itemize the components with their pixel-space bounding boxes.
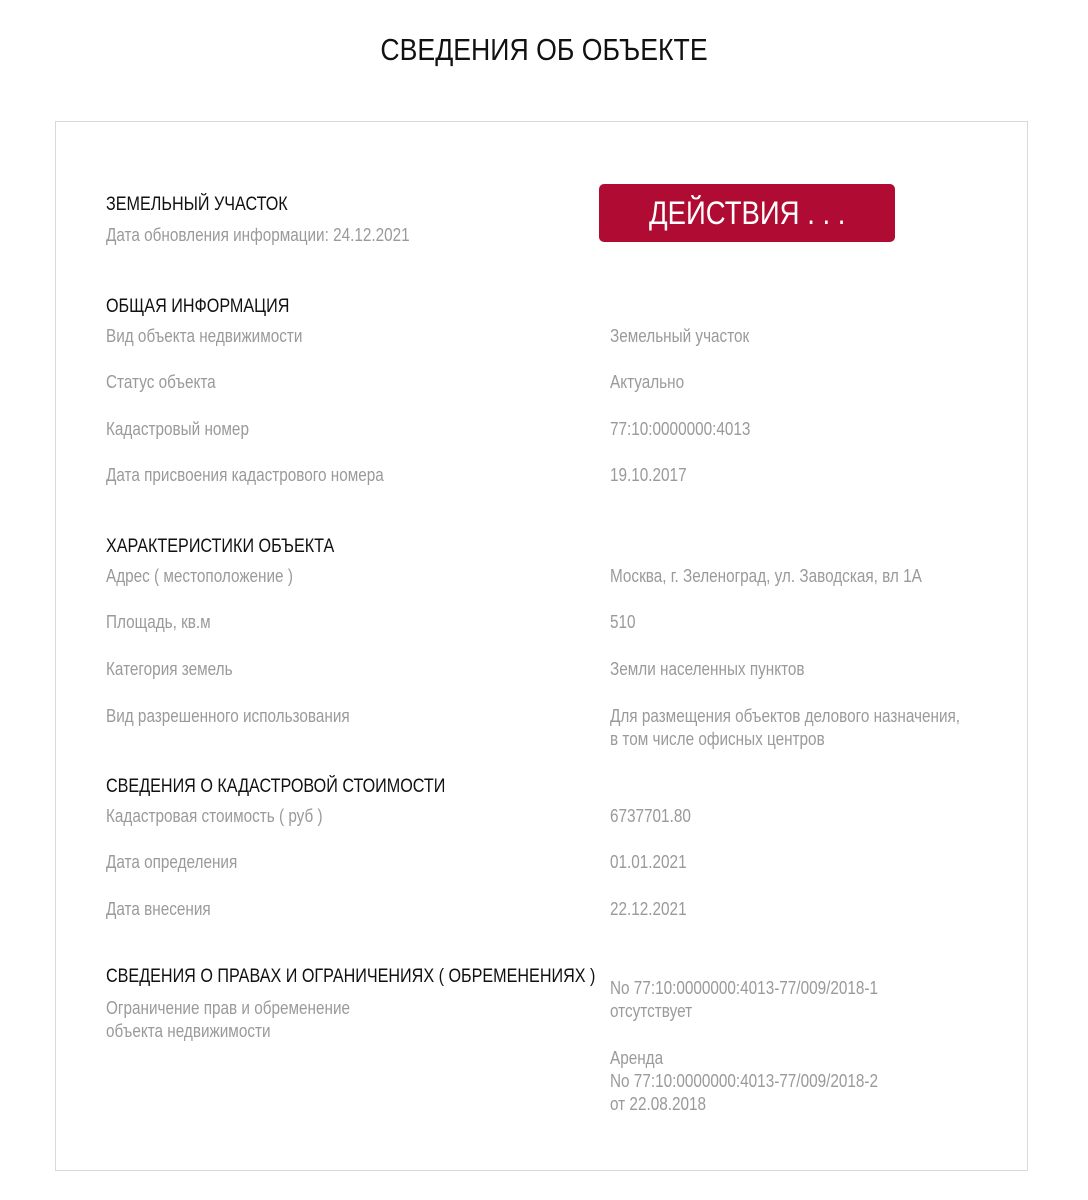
object-type-heading: ЗЕМЕЛЬНЫЙ УЧАСТОК	[106, 194, 288, 215]
row-label: Адрес ( местоположение )	[106, 566, 293, 586]
rights-entry-line: от 22.08.2018	[610, 1094, 707, 1114]
row-label: Дата внесения	[106, 899, 211, 919]
rights-entry-line: No 77:10:0000000:4013-77/009/2018-1	[610, 978, 878, 998]
row-label-line: Ограничение прав и обременение	[106, 998, 351, 1018]
row-label: Дата определения	[106, 852, 238, 872]
rights-entry-line: No 77:10:0000000:4013-77/009/2018-2	[610, 1071, 878, 1091]
row-value: 77:10:0000000:4013	[610, 419, 751, 439]
row-value: 6737701.80	[610, 806, 691, 826]
row-label: Дата присвоения кадастрового номера	[106, 465, 384, 485]
row-value-line: в том числе офисных центров	[610, 729, 825, 749]
update-date: Дата обновления информации: 24.12.2021	[106, 225, 410, 245]
actions-button[interactable]	[599, 184, 895, 242]
rights-entry-line: отсутствует	[610, 1001, 693, 1021]
row-value: Москва, г. Зеленоград, ул. Заводская, вл 1А	[610, 566, 922, 586]
row-value: Земельный участок	[610, 326, 750, 346]
row-value: Земли населенных пунктов	[610, 659, 805, 679]
page-title: СВЕДЕНИЯ ОБ ОБЪЕКТЕ	[380, 32, 708, 67]
rights-entry-line: Аренда	[610, 1048, 664, 1068]
section-heading-cadastral-value: СВЕДЕНИЯ О КАДАСТРОВОЙ СТОИМОСТИ	[106, 776, 446, 797]
row-label: Вид разрешенного использования	[106, 706, 350, 726]
section-heading-rights: СВЕДЕНИЯ О ПРАВАХ И ОГРАНИЧЕНИЯХ ( ОБРЕМЕНЕНИЯХ )	[106, 966, 596, 987]
row-label: Кадастровый номер	[106, 419, 249, 439]
section-heading-characteristics: ХАРАКТЕРИСТИКИ ОБЪЕКТА	[106, 536, 335, 557]
row-label: Вид объекта недвижимости	[106, 326, 303, 346]
row-label: Кадастровая стоимость ( руб )	[106, 806, 323, 826]
row-label: Категория земель	[106, 659, 233, 679]
row-label: Статус объекта	[106, 372, 216, 392]
row-value: 19.10.2017	[610, 465, 687, 485]
row-value: Актуально	[610, 372, 685, 392]
row-value: 01.01.2021	[610, 852, 687, 872]
section-heading-general: ОБЩАЯ ИНФОРМАЦИЯ	[106, 296, 290, 317]
row-label: Площадь, кв.м	[106, 612, 211, 632]
row-label-line: объекта недвижимости	[106, 1021, 271, 1041]
object-info-card	[55, 121, 1028, 1171]
row-value-line: Для размещения объектов делового назначения,	[610, 706, 961, 726]
actions-button-label: ДЕЙСТВИЯ . . .	[648, 194, 846, 231]
row-value: 22.12.2021	[610, 899, 687, 919]
row-value: 510	[610, 612, 636, 632]
